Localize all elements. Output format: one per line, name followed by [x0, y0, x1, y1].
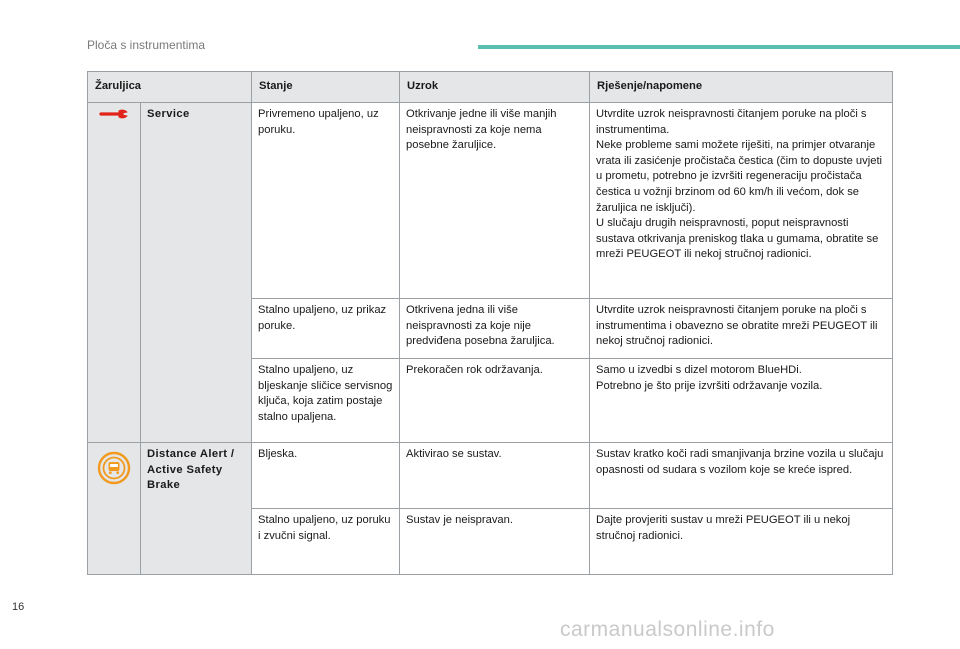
uzrok-cell: Prekoračen rok održavanja.: [400, 359, 590, 443]
lamp-name-line: Distance Alert /: [147, 448, 235, 460]
active-safety-brake-icon: [97, 476, 131, 488]
table-row: [88, 103, 893, 299]
rjesenje-cell: Samo u izvedbi s dizel motorom BlueHDi. Potrebno je što prije izvršiti održavanje vozila.: [590, 359, 893, 443]
column-header-uzrok: Uzrok: [400, 72, 590, 103]
rjesenje-cell: Utvrdite uzrok neispravnosti čitanjem poruke na ploči s instrumentima i obavezno se obratite mreži PEUGEOT ili nekoj stručnoj radionici.: [590, 299, 893, 359]
lamp-name-line: Brake: [147, 479, 181, 492]
rjesenje-cell: Sustav kratko koči radi smanjivanja brzine vozila u slučaju opasnosti od sudara s vozilom koje se kreće ispred.: [590, 443, 893, 509]
rjesenje-cell: Dajte provjeriti sustav u mreži PEUGEOT ili u nekoj stručnoj radionici.: [590, 509, 893, 575]
column-header-zaruljica: Žaruljica: [88, 72, 252, 103]
table-row: [88, 443, 893, 509]
wrench-icon: [99, 112, 129, 124]
lamp-name-line: Service: [147, 108, 190, 120]
lamp-name-service: [141, 103, 252, 443]
rjesenje-cell: Utvrdite uzrok neispravnosti čitanjem poruke na ploči s instrumentima. Neke probleme sami možete riješiti, na primjer otvaranje vrata ili zasićenje pročistača čestica (čim to dopuste uvjeti u prometu, potrebno je izvršiti regeneraciju pročistača čestica u vožnji brzinom od 60 km/h ili većom, dok se žaruljica ne isključi). U slučaju drugih neispravnosti, poput neispravnosti sustava otkrivanja preniskog tlaka u gumama, obratite se mreži PEUGEOT ili nekoj stručnoj radionici.: [590, 103, 893, 299]
section-title: Ploča s instrumentima: [87, 38, 206, 52]
stanje-cell: Stalno upaljeno, uz poruku i zvučni signal.: [252, 509, 400, 575]
uzrok-cell: Otkrivanje jedne ili više manjih neispravnosti za koje nema posebne žaruljice.: [400, 103, 590, 299]
header-accent-bar: [478, 45, 960, 49]
column-header-rjesenje: Rješenje/napomene: [590, 72, 893, 103]
stanje-cell: Stalno upaljeno, uz prikaz poruke.: [252, 299, 400, 359]
uzrok-cell: Sustav je neispravan.: [400, 509, 590, 575]
stanje-cell: Stalno upaljeno, uz bljeskanje sličice servisnog ključa, koja zatim postaje stalno upaljena.: [252, 359, 400, 443]
uzrok-cell: Aktivirao se sustav.: [400, 443, 590, 509]
lamp-icon-cell: [88, 103, 141, 443]
lamp-icon-cell: [88, 443, 141, 575]
table-header-row: [88, 72, 893, 103]
stanje-cell: Bljeska.: [252, 443, 400, 509]
stanje-cell: Privremeno upaljeno, uz poruku.: [252, 103, 400, 299]
uzrok-cell: Otkrivena jedna ili više neispravnosti za koje nije predviđena posebna žaruljica.: [400, 299, 590, 359]
lamp-name-distance-alert: [141, 443, 252, 575]
page-number: 16: [12, 601, 25, 613]
lamp-name-line: Active Safety: [147, 463, 223, 476]
watermark: carmanualsonline.info: [560, 618, 775, 641]
warning-lamp-table: [87, 71, 893, 575]
column-header-stanje: Stanje: [252, 72, 400, 103]
